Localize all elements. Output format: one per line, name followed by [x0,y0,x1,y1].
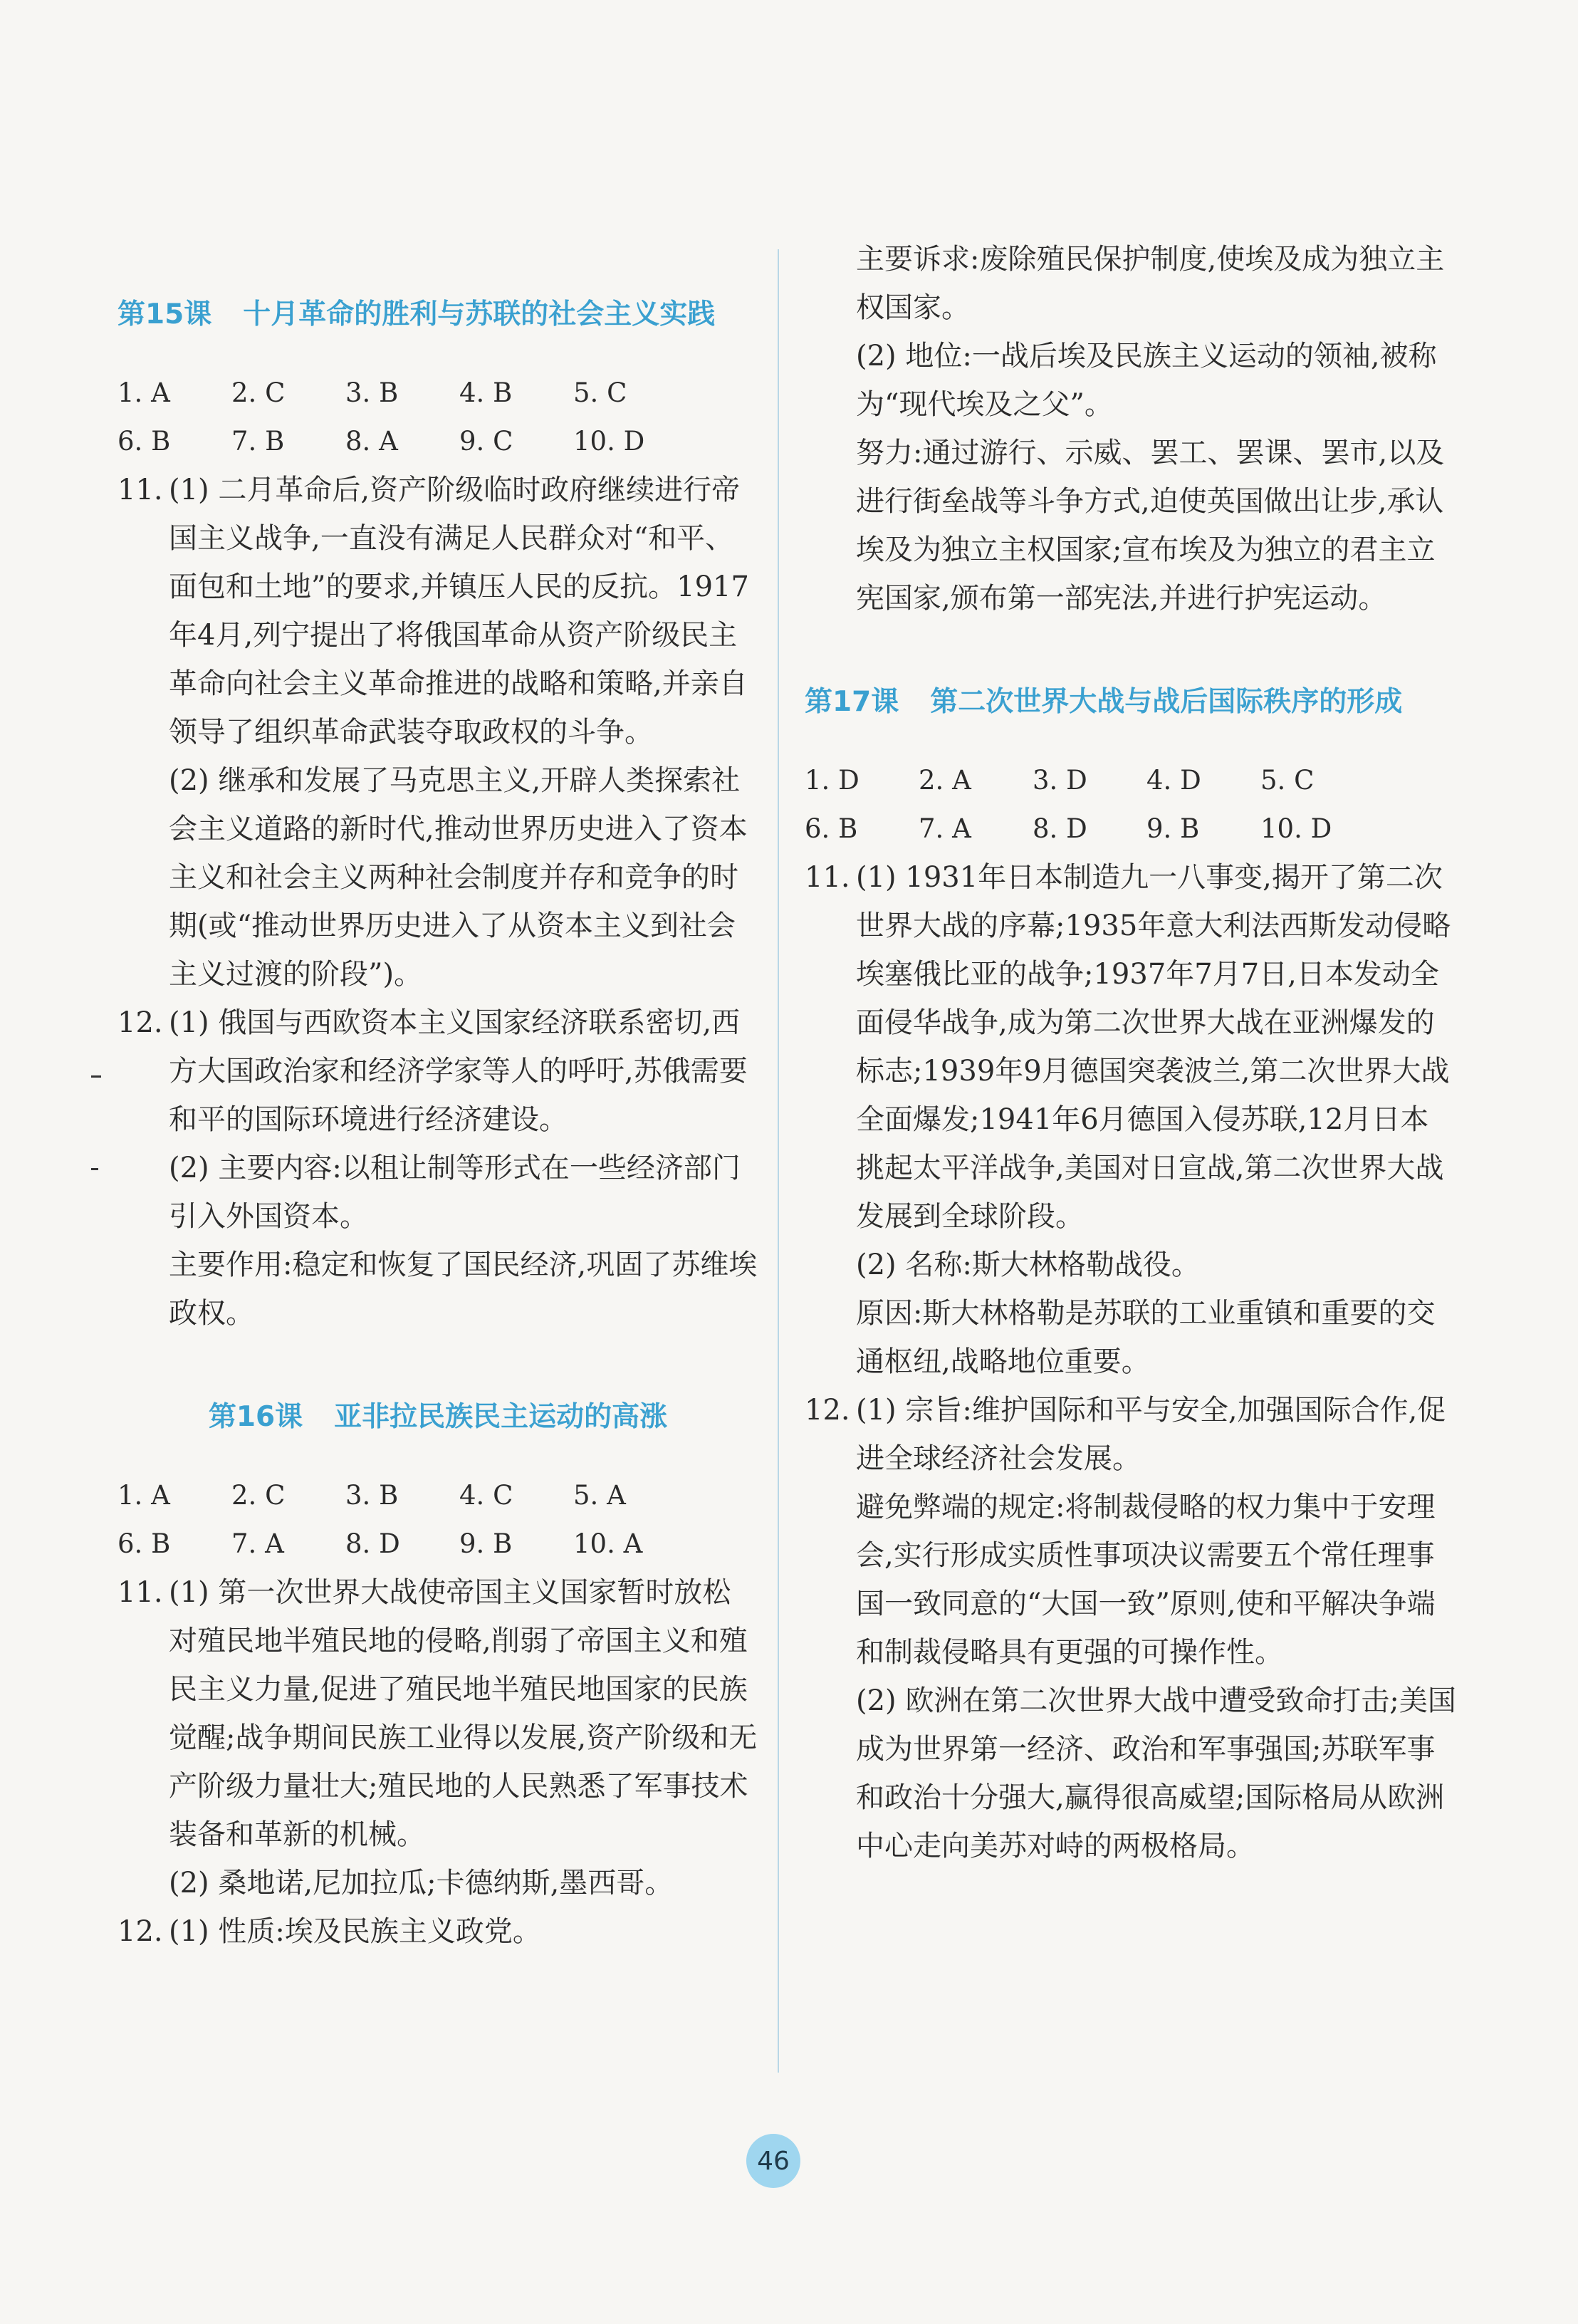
lesson16-q12-start [117,1907,758,1956]
answer: 5. C [573,377,627,408]
answer-paragraph: 主要诉求:废除殖民保护制度,使埃及成为独立主权国家。 [856,243,1445,324]
lesson17-heading [805,679,1456,719]
answer: 2. C [231,377,286,408]
right-column [805,235,1456,1870]
left-column [117,235,758,1956]
lesson15-title: 十月革命的胜利与苏联的社会主义实践 [243,298,716,330]
answer: 1. A [117,1480,170,1511]
lesson17-q12 [805,1386,1456,1870]
column-divider [778,249,779,2073]
answer: 9. B [459,1528,513,1559]
lesson15-mc-row-1 [117,369,758,417]
answer: 7. A [919,813,971,844]
answer: 5. C [1260,765,1315,796]
answer: 9. B [1146,813,1200,844]
answer: 8. A [345,426,398,457]
lesson16-title: 亚非拉民族民主运动的高涨 [334,1401,668,1433]
answer: 3. B [345,1480,399,1511]
answer-paragraph: (1) 第一次世界大战使帝国主义国家暂时放松对殖民地半殖民地的侵略,削弱了帝国主义和殖民主义力量,促进了殖民地半殖民地国家的民族觉醒;战争期间民族工业得以发展,资产阶级和无产阶级力量壮大;殖民地的人民熟悉了军事技术装备和革新的机械。 [169,1576,758,1851]
question-number: 12. [117,1915,163,1948]
answer-paragraph: (2) 欧洲在第二次世界大战中遭受致命打击;美国成为世界第一经济、政治和军事强国;苏联军事和政治十分强大,赢得很高威望;国际格局从欧洲中心走向美苏对峙的两极格局。 [856,1684,1456,1862]
answer-paragraph: 原因:斯大林格勒是苏联的工业重镇和重要的交通枢纽,战略地位重要。 [856,1297,1436,1378]
page-number: 46 [757,2146,790,2176]
answer: 1. A [117,377,170,408]
answer: 5. A [573,1480,626,1511]
question-number: 11. [805,861,850,894]
answer-paragraph: (1) 俄国与西欧资本主义国家经济联系密切,西方大国政治家和经济学家等人的呼吁,苏俄需要和平的国际环境进行经济建设。 [169,1006,748,1136]
lesson16-q12-continued [805,235,1456,622]
lesson17-number: 第17课 [805,686,899,718]
answer-paragraph: (2) 主要内容:以租让制等形式在一些经济部门引入外国资本。 [169,1152,741,1233]
answer-paragraph: (1) 宗旨:维护国际和平与安全,加强国际合作,促进全球经济社会发展。 [856,1394,1446,1475]
answer: 6. B [117,426,171,457]
answer: 2. A [919,765,971,796]
answer: 10. A [573,1528,643,1559]
lesson16-q11 [117,1568,758,1907]
answer: 9. C [459,426,513,457]
answer: 8. D [345,1528,400,1559]
answer-paragraph: (1) 二月革命后,资产阶级临时政府继续进行帝国主义战争,一直没有满足人民群众对“和平、面包和土地”的要求,并镇压人民的反抗。1917年4月,列宁提出了将俄国革命从资产阶级民主革命向社会主义革命推进的战略和策略,并亲自领导了组织革命武装夺取政权的斗争。 [169,474,749,749]
margin-mark [91,1075,101,1078]
answer: 7. A [231,1528,284,1559]
question-number: 11. [117,474,163,506]
lesson16-heading [117,1395,758,1434]
lesson15-number: 第15课 [117,298,212,330]
lesson17-mc-row-2 [805,805,1456,853]
answer: 4. B [459,377,513,408]
answer-paragraph: (2) 名称:斯大林格勒战役。 [856,1249,1200,1281]
question-number: 12. [805,1394,850,1427]
answer-paragraph: 努力:通过游行、示威、罢工、罢课、罢市,以及进行街垒战等斗争方式,迫使英国做出让步,承认埃及为独立主权国家;宣布埃及为独立的君主立宪国家,颁布第一部宪法,并进行护宪运动。 [856,437,1445,615]
answer: 6. B [117,1528,171,1559]
answer: 2. C [231,1480,286,1511]
lesson15-mc-row-2 [117,417,758,466]
answer: 3. B [345,377,399,408]
answer: 10. D [573,426,645,457]
margin-mark [91,1168,98,1170]
answer-paragraph: (1) 性质:埃及民族主义政党。 [169,1915,541,1948]
lesson15-q11 [117,466,758,999]
page-number-badge [746,2134,800,2188]
question-number: 11. [117,1576,163,1609]
answer: 6. B [805,813,858,844]
answer: 4. D [1146,765,1201,796]
lesson17-title: 第二次世界大战与战后国际秩序的形成 [930,686,1403,718]
answer-paragraph: (2) 继承和发展了马克思主义,开辟人类探索社会主义道路的新时代,推动世界历史进入了资本主义和社会主义两种社会制度并存和竞争的时期(或“推动世界历史进入了从资本主义到社会主义过渡的阶段”)。 [169,764,748,991]
answer: 7. B [231,426,285,457]
answer-paragraph: (2) 地位:一战后埃及民族主义运动的领袖,被称为“现代埃及之父”。 [856,340,1437,421]
lesson15-heading [117,292,758,332]
lesson16-mc-row-2 [117,1520,758,1568]
lesson16-mc-row-1 [117,1471,758,1520]
answer-paragraph: 主要作用:稳定和恢复了国民经济,巩固了苏维埃政权。 [169,1249,758,1330]
lesson17-q11 [805,853,1456,1386]
answer: 1. D [805,765,859,796]
lesson16-number: 第16课 [208,1401,303,1433]
answer: 8. D [1033,813,1087,844]
answer: 3. D [1033,765,1087,796]
question-number: 12. [117,1006,163,1039]
answer: 4. C [459,1480,513,1511]
answer-paragraph: (2) 桑地诺,尼加拉瓜;卡德纳斯,墨西哥。 [169,1867,674,1900]
answer: 10. D [1260,813,1332,844]
lesson17-mc-row-1 [805,756,1456,805]
answer-paragraph: (1) 1931年日本制造九一八事变,揭开了第二次世界大战的序幕;1935年意大利法西斯发动侵略埃塞俄比亚的战争;1937年7月7日,日本发动全面侵华战争,成为第二次世界大战在亚洲爆发的标志;1939年9月德国突袭波兰,第二次世界大战全面爆发;1941年6月德国入侵苏联,12月日本挑起太平洋战争,美国对日宣战,第二次世界大战发展到全球阶段。 [856,861,1451,1233]
answer-paragraph: 避免弊端的规定:将制裁侵略的权力集中于安理会,实行形成实质性事项决议需要五个常任理事国一致同意的“大国一致”原则,使和平解决争端和制裁侵略具有更强的可操作性。 [856,1491,1436,1669]
lesson15-q12 [117,999,758,1338]
